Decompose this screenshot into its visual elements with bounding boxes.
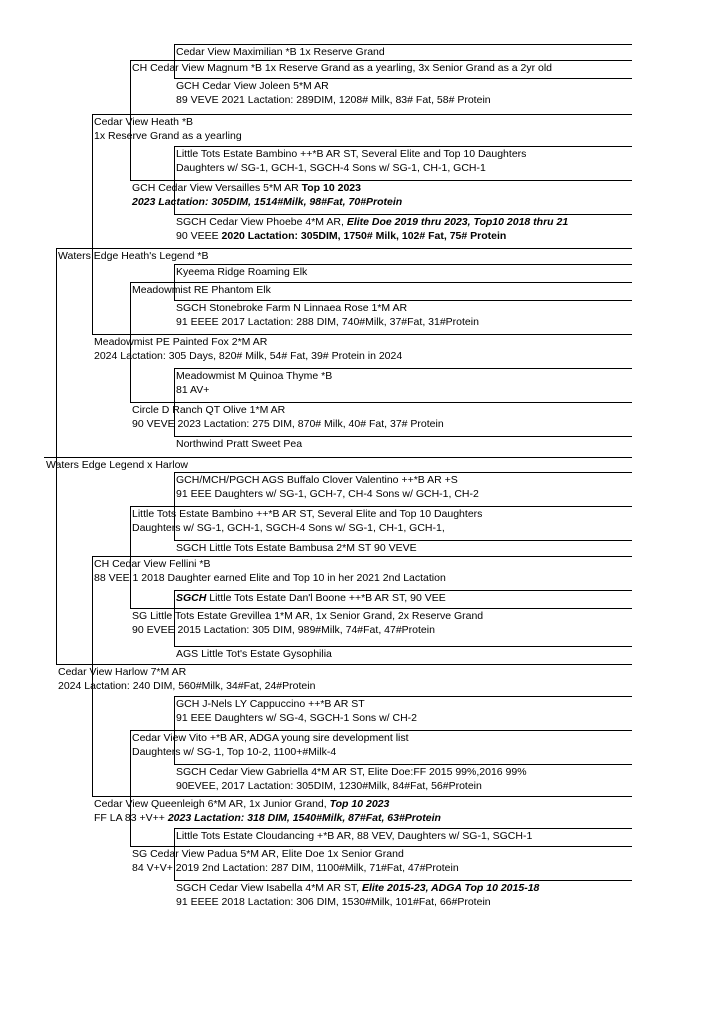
entry-details (176, 895, 632, 909)
pedigree-entry (174, 540, 632, 555)
entry-details (94, 811, 632, 825)
entry-text: 91 EEEE 2018 Lactation: 306 DIM, 1530#Milk, 101#Fat, 66#Protein (176, 896, 491, 908)
pedigree-connector (174, 828, 175, 880)
entry-details (176, 383, 632, 397)
pedigree-entry (92, 114, 632, 143)
entry-text: SGCH Stonebroke Farm N Linnaea Rose 1*M AR (176, 302, 408, 314)
pedigree-connector (92, 556, 93, 796)
pedigree-connector (130, 282, 131, 402)
pedigree-entry (174, 436, 632, 451)
pedigree-entry (130, 846, 632, 875)
entry-name (176, 45, 632, 59)
pedigree-entry (92, 556, 632, 585)
entry-text: 90 VEEE (176, 230, 222, 242)
entry-text: SGCH Cedar View Phoebe 4*M AR, (176, 216, 347, 228)
entry-text: Northwind Pratt Sweet Pea (176, 438, 303, 450)
entry-text: GCH J-Nels LY Cappuccino ++*B AR ST (176, 698, 365, 710)
entry-name (94, 115, 632, 129)
entry-name (176, 215, 632, 229)
entry-text: Little Tots Estate Cloudancing +*B AR, 88 VEV, Daughters w/ SG-1, SGCH-1 (176, 830, 533, 842)
entry-text: 91 EEE Daughters w/ SG-1, GCH-7, CH-4 Sons w/ GCH-1, CH-2 (176, 488, 479, 500)
entry-details (176, 487, 632, 501)
pedigree-connector (130, 730, 131, 846)
entry-text: Elite Doe 2019 thru 2023, Top10 2018 thru 21 (346, 216, 569, 228)
entry-name (132, 731, 632, 745)
entry-name (94, 797, 632, 811)
pedigree-connector (174, 146, 175, 214)
pedigree-subject (44, 457, 632, 472)
entry-details (132, 745, 632, 759)
entry-name (176, 765, 632, 779)
entry-name (176, 881, 632, 895)
entry-name (176, 541, 632, 555)
entry-text: Cedar View Queenleigh 6*M AR, 1x Junior Grand, (94, 798, 330, 810)
entry-text: Daughters w/ SG-1, Top 10-2, 1100+#Milk-4 (132, 746, 337, 758)
entry-details (94, 571, 632, 585)
entry-name (176, 591, 632, 605)
entry-details (176, 161, 632, 175)
entry-text: 90 EVEE 2015 Lactation: 305 DIM, 989#Milk, 74#Fat, 47#Protein (132, 624, 435, 636)
entry-text: 2024 Lactation: 240 DIM, 560#Milk, 34#Fat, 24#Protein (58, 680, 316, 692)
entry-text: AGS Little Tot's Estate Gysophilia (176, 648, 332, 660)
pedigree-entry (56, 664, 632, 693)
entry-details (58, 679, 632, 693)
entry-text: Kyeema Ridge Roaming Elk (176, 266, 308, 278)
pedigree-connector (174, 590, 175, 646)
pedigree-entry (130, 402, 632, 431)
entry-details (176, 711, 632, 725)
entry-name (176, 265, 632, 279)
entry-details (132, 417, 632, 431)
entry-text: Elite 2015-23, ADGA Top 10 2015-18 (361, 882, 540, 894)
entry-text: Cedar View Harlow 7*M AR (58, 666, 187, 678)
entry-text: SGCH Cedar View Gabriella 4*M AR ST, Elite Doe:FF 2015 99%,2016 99% (176, 766, 527, 778)
entry-details (132, 195, 632, 209)
pedigree-connector (174, 264, 175, 300)
entry-details (132, 861, 632, 875)
entry-text: Cedar View Heath *B (94, 116, 194, 128)
entry-text: Little Tots Estate Dan'l Boone ++*B AR ST, 90 VEE (206, 592, 446, 604)
entry-text: CH Cedar View Magnum *B 1x Reserve Grand as a yearling, 3x Senior Grand as a 2yr old (132, 62, 553, 74)
pedigree-entry (174, 880, 632, 909)
entry-name (176, 369, 632, 383)
entry-text: 1x Reserve Grand as a yearling (94, 130, 242, 142)
entry-details (176, 93, 632, 107)
pedigree-entry (174, 696, 632, 725)
pedigree-connector (56, 248, 57, 664)
entry-text: GCH/MCH/PGCH AGS Buffalo Clover Valentino ++*B AR +S (176, 474, 458, 486)
entry-text: SGCH Little Tots Estate Bambusa 2*M ST 90 VEVE (176, 542, 417, 554)
entry-text: Cedar View Vito +*B AR, ADGA young sire development list (132, 732, 409, 744)
entry-text: SGCH (176, 592, 207, 604)
pedigree-entry (174, 264, 632, 279)
entry-text: 91 EEEE 2017 Lactation: 288 DIM, 740#Milk, 37#Fat, 31#Protein (176, 316, 479, 328)
entry-name (132, 283, 632, 297)
entry-text: FF LA 83 +V++ (94, 812, 168, 824)
entry-text: GCH Cedar View Joleen 5*M AR (176, 80, 329, 92)
pedigree-entry (174, 44, 632, 59)
pedigree-entry (174, 78, 632, 107)
entry-details (176, 229, 632, 243)
pedigree-connector (130, 506, 131, 608)
entry-details (94, 349, 632, 363)
entry-text: SG Little Tots Estate Grevillea 1*M AR, 1x Senior Grand, 2x Reserve Grand (132, 610, 484, 622)
entry-details (132, 623, 632, 637)
entry-text: 91 EEE Daughters w/ SG-4, SGCH-1 Sons w/ CH-2 (176, 712, 418, 724)
entry-text: Meadowmist PE Painted Fox 2*M AR (94, 336, 268, 348)
entry-name (132, 507, 632, 521)
entry-text: SG Cedar View Padua 5*M AR, Elite Doe 1x Senior Grand (132, 848, 404, 860)
entry-text: 2023 Lactation: 305DIM, 1514#Milk, 98#Fat, 70#Protein (132, 196, 403, 208)
entry-name (176, 437, 632, 451)
pedigree-entry (174, 590, 632, 605)
pedigree-connector (174, 44, 175, 78)
entry-details (132, 521, 632, 535)
entry-name (58, 665, 632, 679)
pedigree-entry (92, 334, 632, 363)
entry-text: 2024 Lactation: 305 Days, 820# Milk, 54# Fat, 39# Protein in 2024 (94, 350, 403, 362)
entry-text: 90EVEE, 2017 Lactation: 305DIM, 1230#Milk, 84#Fat, 56#Protein (176, 780, 482, 792)
pedigree-entry (130, 506, 632, 535)
entry-text: Meadowmist RE Phantom Elk (132, 284, 271, 296)
entry-name (176, 79, 632, 93)
pedigree-entry (174, 146, 632, 175)
subject-name: Waters Edge Legend x Harlow (46, 459, 189, 471)
pedigree-entry (130, 730, 632, 759)
entry-text: 81 AV+ (176, 384, 210, 396)
entry-text: Waters Edge Heath's Legend *B (58, 250, 209, 262)
pedigree-entry (174, 368, 632, 397)
pedigree-entry (130, 60, 632, 75)
entry-name (94, 335, 632, 349)
pedigree-entry (174, 472, 632, 501)
entry-name (176, 697, 632, 711)
pedigree-connector (174, 472, 175, 540)
entry-text: 84 V+V+ 2019 2nd Lactation: 287 DIM, 1100#Milk, 71#Fat, 47#Protein (132, 862, 459, 874)
entry-text: Cedar View Maximilian *B 1x Reserve Grand (176, 46, 385, 58)
entry-text: Little Tots Estate Bambino ++*B AR ST, Several Elite and Top 10 Daughters (176, 148, 527, 160)
entry-text: Daughters w/ SG-1, GCH-1, SGCH-4 Sons w/ SG-1, CH-1, GCH-1 (176, 162, 486, 174)
entry-name (132, 181, 632, 195)
entry-name (176, 147, 632, 161)
pedigree-connector (92, 114, 93, 334)
entry-name (132, 403, 632, 417)
entry-text: GCH Cedar View Versailles 5*M AR (132, 182, 302, 194)
entry-name (176, 647, 632, 661)
entry-text: 2023 Lactation: 318 DIM, 1540#Milk, 87#Fat, 63#Protein (167, 812, 441, 824)
entry-name (132, 61, 632, 75)
entry-text: Top 10 2023 (329, 798, 390, 810)
entry-details (176, 315, 632, 329)
pedigree-connector (174, 696, 175, 764)
pedigree-entry (130, 608, 632, 637)
pedigree-entry (174, 214, 632, 243)
entry-name (94, 557, 632, 571)
pedigree-entry (130, 282, 632, 297)
entry-text: 88 VEE 1 2018 Daughter earned Elite and Top 10 in her 2021 2nd Lactation (94, 572, 446, 584)
entry-text: CH Cedar View Fellini *B (94, 558, 211, 570)
entry-text: Meadowmist M Quinoa Thyme *B (176, 370, 333, 382)
pedigree-entry (174, 646, 632, 661)
pedigree-entry (174, 764, 632, 793)
entry-name (176, 473, 632, 487)
entry-name (132, 609, 632, 623)
entry-name (176, 301, 632, 315)
entry-name (176, 829, 632, 843)
pedigree-entry (92, 796, 632, 825)
entry-details (94, 129, 632, 143)
pedigree-connector (130, 60, 131, 180)
entry-text: SGCH Cedar View Isabella 4*M AR ST, (176, 882, 362, 894)
entry-text: Daughters w/ SG-1, GCH-1, SGCH-4 Sons w/ SG-1, CH-1, GCH-1, (132, 522, 445, 534)
entry-text: Little Tots Estate Bambino ++*B AR ST, Several Elite and Top 10 Daughters (132, 508, 483, 520)
pedigree-entry (174, 300, 632, 329)
entry-details (176, 779, 632, 793)
pedigree-entry (56, 248, 632, 263)
pedigree-entry (130, 180, 632, 209)
entry-name (58, 249, 632, 263)
entry-text: Circle D Ranch QT Olive 1*M AR (132, 404, 286, 416)
entry-text: 2020 Lactation: 305DIM, 1750# Milk, 102# Fat, 75# Protein (221, 230, 507, 242)
pedigree-entry (174, 828, 632, 843)
pedigree-connector (174, 368, 175, 436)
entry-text: Top 10 2023 (301, 182, 361, 194)
entry-text: 90 VEVE 2023 Lactation: 275 DIM, 870# Milk, 40# Fat, 37# Protein (132, 418, 444, 430)
entry-text: 89 VEVE 2021 Lactation: 289DIM, 1208# Milk, 83# Fat, 58# Protein (176, 94, 491, 106)
entry-name (132, 847, 632, 861)
